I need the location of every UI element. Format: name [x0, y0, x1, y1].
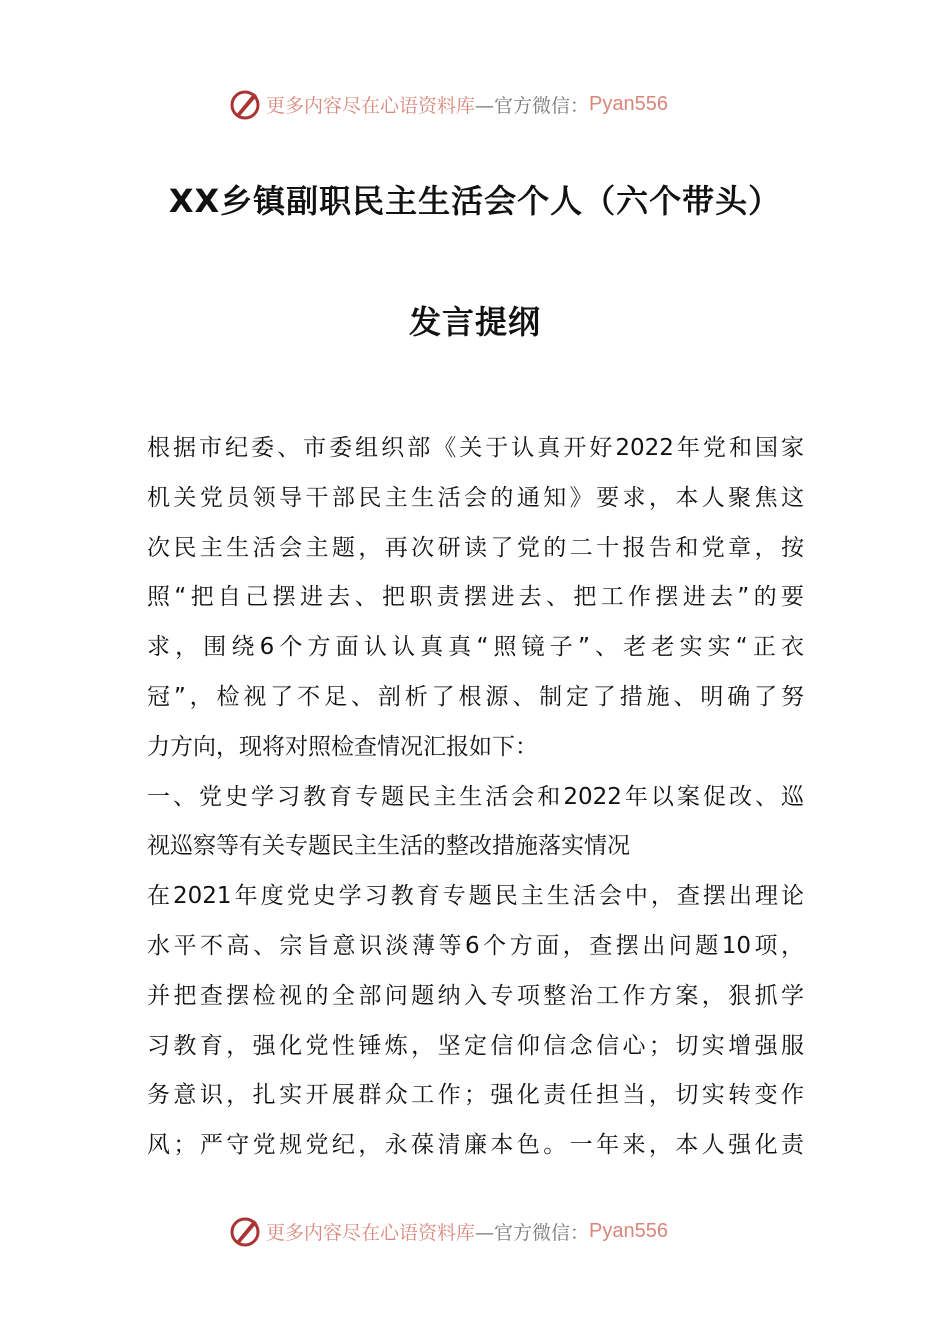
pen-logo-icon [228, 87, 262, 121]
text-line: 务意识，扎实开展群众工作；强化责任担当，切实转变作 [147, 1082, 804, 1109]
watermark-id: Pyan556 [589, 92, 668, 115]
watermark-label: —官方微信： [475, 1221, 590, 1244]
text-line: 求，围绕6个方面认认真真“照镜子”、老老实实“正衣 [147, 634, 804, 661]
pen-logo-icon [228, 1214, 262, 1248]
text-line: 习教育，强化党性锤炼，坚定信仰信念信心；切实增强服 [147, 1032, 804, 1059]
section-heading-line: 一、党史学习教育专题民主生活会和2022年以案促改、巡 [147, 783, 804, 810]
watermark-label: —官方微信： [475, 94, 590, 117]
watermark-text: 更多内容尽在心语资料库 [266, 94, 476, 117]
text-line: 冠”，检视了不足、剖析了根源、制定了措施、明确了努 [147, 683, 804, 710]
text-line: 力方向，现将对照检查情况汇报如下： [147, 733, 538, 760]
text-line: 次民主生活会主题，再次研读了党的二十报告和党章，按 [147, 534, 804, 561]
document-subtitle: 发言提纲 [408, 303, 541, 341]
watermark-header [228, 84, 668, 124]
text-line: 照“把自己摆进去、把职责摆进去、把工作摆进去”的要 [147, 584, 804, 611]
text-line: 在2021年度党史学习教育专题民主生活会中，查摆出理论 [147, 883, 804, 910]
text-line: 机关党员领导干部民主生活会的通知》要求，本人聚焦这 [147, 484, 804, 511]
text-line: 并把查摆检视的全部问题纳入专项整治工作方案，狠抓学 [147, 982, 804, 1009]
text-line: 水平不高、宗旨意识淡薄等6个方面，查摆出问题10项， [147, 932, 804, 959]
watermark-id: Pyan556 [589, 1219, 668, 1242]
text-line: 风；严守党规党纪，永葆清廉本色。一年来，本人强化责 [147, 1132, 804, 1159]
watermark-text: 更多内容尽在心语资料库 [266, 1221, 476, 1244]
watermark-footer [228, 1211, 668, 1251]
section-heading-line: 视巡察等有关专题民主生活的整改措施落实情况 [147, 833, 630, 860]
document-body [147, 426, 804, 1173]
document-title: XX乡镇副职民主生活会个人（六个带头） [168, 182, 782, 220]
text-line: 根据市纪委、市委组织部《关于认真开好2022年党和国家 [147, 435, 804, 461]
